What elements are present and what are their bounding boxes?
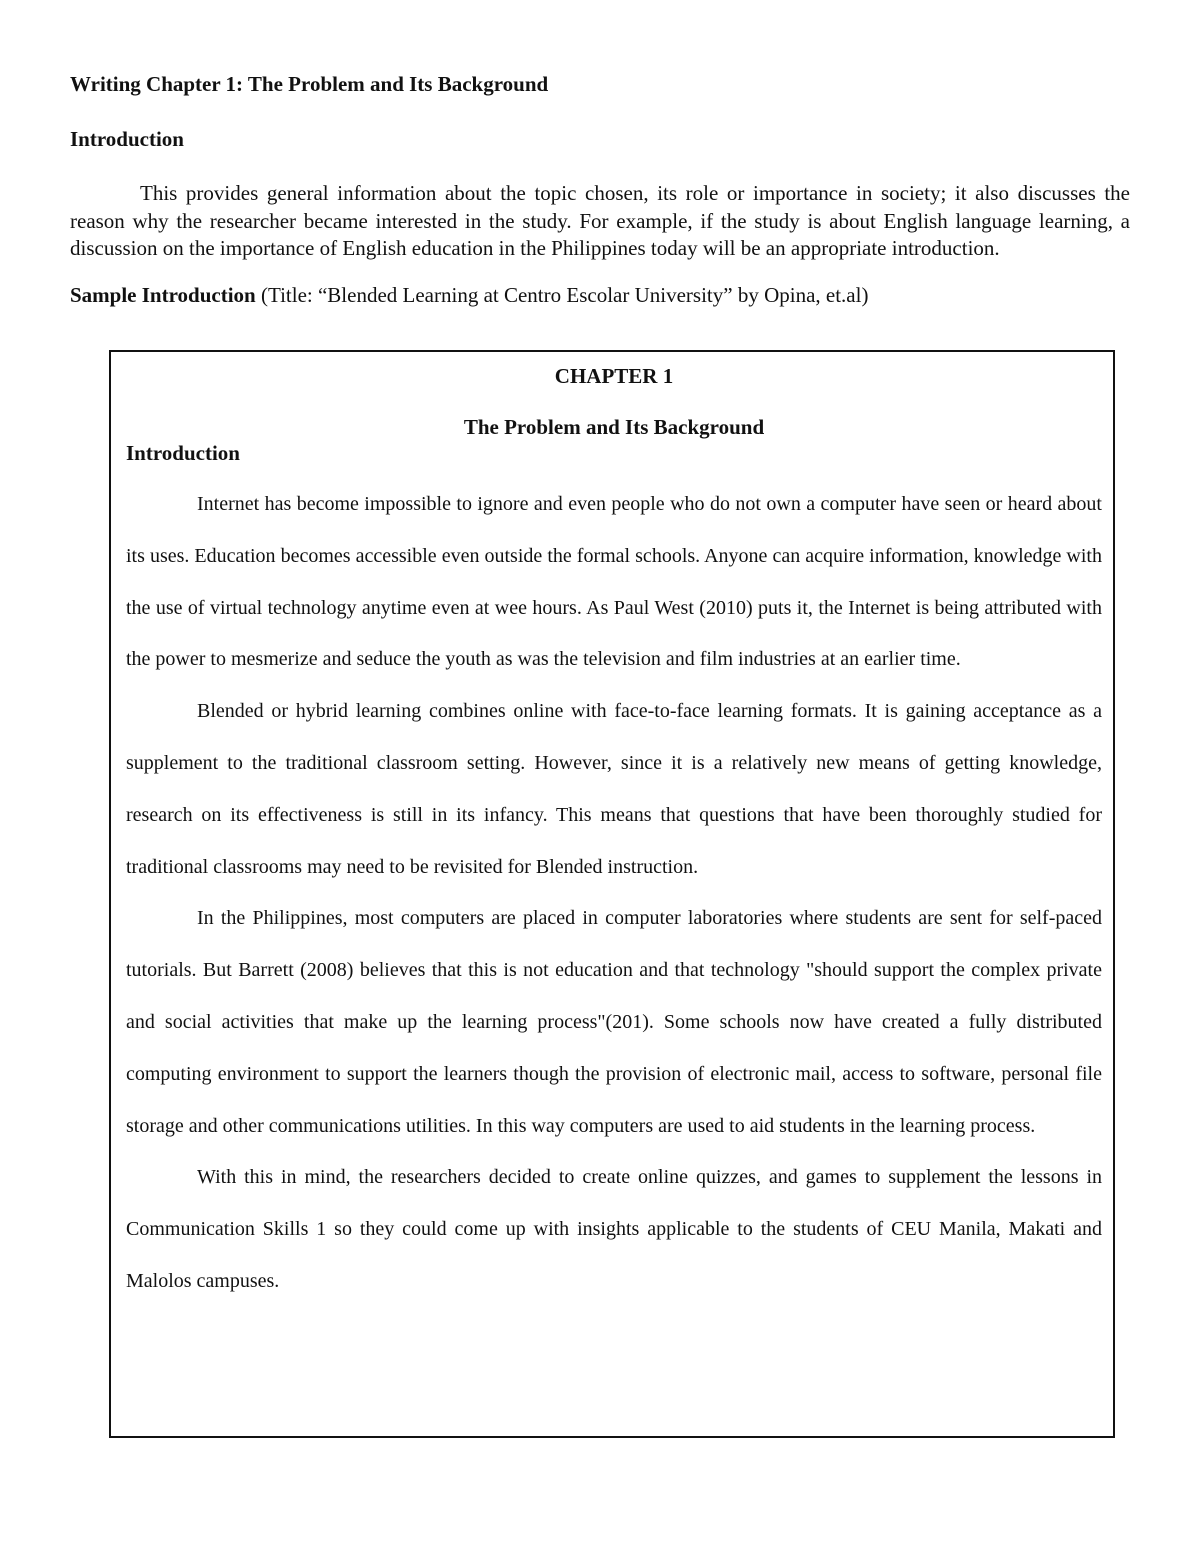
chapter-number: CHAPTER 1 <box>554 364 674 388</box>
sample-paragraph: In the Philippines, most computers are placed in computer laboratories where students are sent for self-paced tutorials. But Barrett (2008) believes that this is not education and that technology "should support the complex private and social activities that make up the learning process"(201). Some schools now have created a fully distributed computing environment to support the learners though the provision of electronic mail, access to software, personal file storage and other communications utilities. In this way computers are used to aid students in the learning process. <box>126 907 1102 1137</box>
document-title: Writing Chapter 1: The Problem and Its Background <box>70 72 549 96</box>
sample-paragraph: With this in mind, the researchers decided to create online quizzes, and games to supplement the lessons in Communication Skills 1 so they could come up with insights applicable to the students of CEU Manila, Makati and Malolos campuses. <box>126 1166 1102 1292</box>
sample-introduction-caption: (Title: “Blended Learning at Centro Escolar University” by Opina, et.al) <box>255 282 869 307</box>
sample-paragraph: Blended or hybrid learning combines online with face-to-face learning formats. It is gaining acceptance as a supplement to the traditional classroom setting. However, since it is a relatively new means of getting knowledge, research on its effectiveness is still in its infancy. This means that questions that have been thoroughly studied for traditional classrooms may need to be revisited for Blended instruction. <box>126 700 1102 878</box>
sample-content <box>126 362 1102 1308</box>
sample-introduction-line <box>70 281 1130 309</box>
introduction-paragraph: This provides general information about the topic chosen, its role or importance in society; it also discusses the reason why the researcher became interested in the study. For example, if the study is about English language learning, a discussion on the importance of English education in the Philippines today will be an appropriate introduction. <box>70 181 1130 260</box>
sample-introduction-heading: Introduction <box>126 441 240 465</box>
chapter-title: The Problem and Its Background <box>463 415 765 439</box>
sample-introduction-label: Sample Introduction <box>70 282 256 307</box>
sample-introduction-box <box>109 350 1115 1438</box>
document-page <box>70 70 1130 309</box>
introduction-heading: Introduction <box>70 127 184 151</box>
sample-paragraph: Internet has become impossible to ignore and even people who do not own a computer have seen or heard about its uses. Education becomes accessible even outside the formal schools. Anyone can acquire information, knowledge with the use of virtual technology anytime even at wee hours. As Paul West (2010) puts it, the Internet is being attributed with the power to mesmerize and seduce the youth as was the television and film industries at an earlier time. <box>126 493 1102 671</box>
